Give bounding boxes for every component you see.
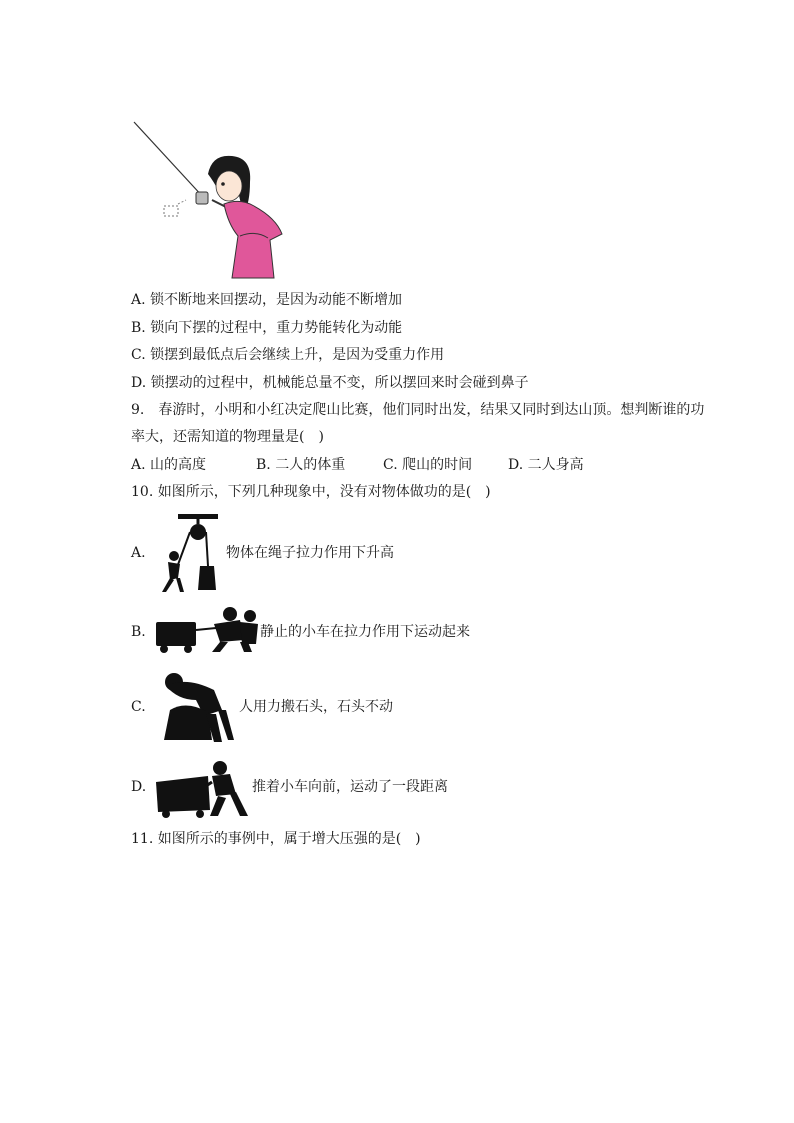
q9-stem-line1: 9. 春游时，小明和小红决定爬山比赛，他们同时出发，结果又同时到达山顶。想判断谁的功: [131, 402, 705, 418]
q10-stem: 10. 如图所示，下列几种现象中，没有对物体做功的是( ): [131, 484, 491, 500]
q10-option-a-label: A.: [131, 545, 146, 561]
girl-pendulum-figure: [128, 118, 298, 282]
q8-option-b: B. 锁向下摆的过程中，重力势能转化为动能: [131, 320, 403, 336]
q9-option-b: B. 二人的体重: [256, 457, 346, 473]
q8-option-d: D. 锁摆动的过程中，机械能总量不变，所以摆回来时会碰到鼻子: [131, 375, 529, 391]
q8-option-c: C. 锁摆到最低点后会继续上升，是因为受重力作用: [131, 347, 445, 363]
q10-option-b-label: B.: [131, 624, 146, 640]
q10-option-c-label: C.: [131, 699, 146, 715]
q10-option-c-text: 人用力搬石头，石头不动: [239, 699, 393, 715]
q10-option-a-text: 物体在绳子拉力作用下升高: [226, 545, 394, 561]
lift-stone-icon: [156, 670, 236, 744]
q9-option-c: C. 爬山的时间: [383, 457, 473, 473]
q8-option-a: A. 锁不断地来回摆动，是因为动能不断增加: [131, 292, 403, 308]
q10-option-d-text: 推着小车向前，运动了一段距离: [252, 779, 448, 795]
q9-option-d: D. 二人身高: [508, 457, 584, 473]
q11-stem: 11. 如图所示的事例中，属于增大压强的是( ): [131, 831, 421, 847]
q10-option-d-label: D.: [131, 779, 147, 795]
q9-stem-line2: 率大，还需知道的物理量是( ): [131, 429, 324, 445]
pull-cart-icon: [154, 604, 260, 654]
q9-option-a: A. 山的高度: [131, 457, 207, 473]
q10-option-b-text: 静止的小车在拉力作用下运动起来: [260, 624, 470, 640]
push-cart-icon: [154, 760, 248, 818]
pulley-lift-icon: [152, 512, 222, 594]
